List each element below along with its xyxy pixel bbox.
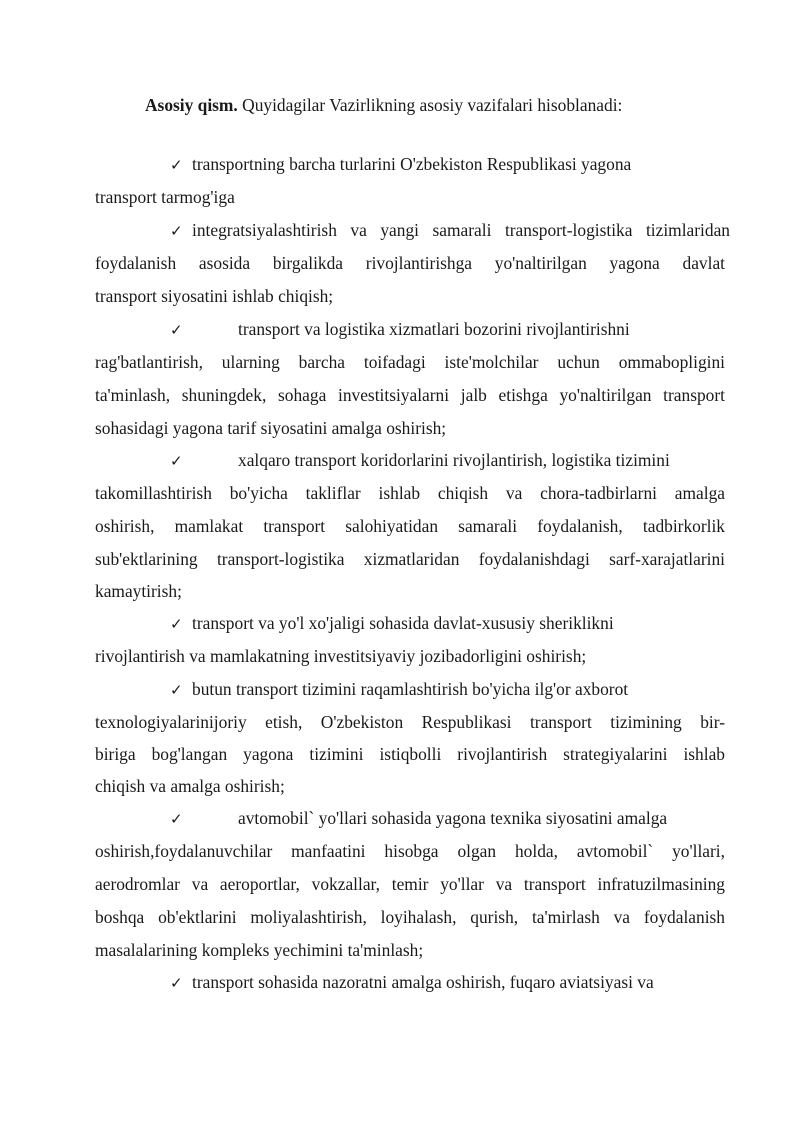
list-item-text: transport sohasida nazoratni amalga oshirish, fuqaro aviatsiyasi va: [192, 972, 654, 992]
list-item-text: chiqish va amalga oshirish;: [95, 776, 285, 796]
list-item-text: texnologiyalarinijoriy etish, O'zbekiston Respublikasi transport tizimining bir-: [95, 712, 725, 732]
list-item-text: transport siyosatini ishlab chiqish;: [95, 286, 334, 306]
list-item-text: sohasidagi yagona tarif siyosatini amalga oshirish;: [95, 418, 447, 438]
list-item-text: transport va yo'l xo'jaligi sohasida davlat-xususiy sheriklikni: [192, 613, 614, 633]
list-item-text: kamaytirish;: [95, 581, 182, 601]
list-item-text: sub'ektlarining transport-logistika xizmatlaridan foydalanishdagi sarf-xarajatlarini: [95, 549, 725, 569]
list-item-text: masalalarining kompleks yechimini ta'minlash;: [95, 940, 424, 960]
list-item-4: [170, 444, 730, 477]
list-item-8: [170, 966, 730, 999]
checkmark-icon: ✓: [170, 222, 183, 240]
list-item-1: [170, 148, 730, 181]
list-item-6: [170, 673, 730, 706]
checkmark-icon: ✓: [170, 321, 183, 339]
list-item-7: [170, 802, 730, 835]
list-item-5: [170, 607, 730, 640]
list-item-text: rivojlantirish va mamlakatning investitsiyaviy jozibadorligini oshirish;: [95, 646, 587, 666]
list-item-2: [170, 214, 730, 247]
checkmark-icon: ✓: [170, 452, 183, 470]
list-item-text: butun transport tizimini raqamlashtirish bo'yicha ilg'or axborot: [192, 679, 629, 699]
list-item-text: transport va logistika xizmatlari bozorini rivojlantirishni: [238, 319, 630, 339]
intro-paragraph: [145, 89, 745, 122]
list-item-text: xalqaro transport koridorlarini rivojlantirish, logistika tizimini: [238, 450, 670, 470]
list-item-text: avtomobil` yo'llari sohasida yagona texnika siyosatini amalga: [238, 808, 668, 828]
checkmark-icon: ✓: [170, 810, 183, 828]
list-item-text: integratsiyalashtirish va yangi samarali transport-logistika tizimlaridan: [192, 220, 730, 240]
list-item-text: oshirish, mamlakat transport salohiyatidan samarali foydalanish, tadbirkorlik: [95, 516, 725, 536]
list-item-text: transport tarmog'iga: [95, 187, 235, 207]
checkmark-icon: ✓: [170, 974, 183, 992]
checkmark-icon: ✓: [170, 615, 183, 633]
list-item-text: oshirish,foydalanuvchilar manfaatini hisobga olgan holda, avtomobil` yo'llari,: [95, 841, 725, 861]
list-item-text: ta'minlash, shuningdek, sohaga investitsiyalarni jalb etishga yo'naltirilgan transport: [95, 385, 725, 405]
list-item-text: biriga bog'langan yagona tizimini istiqbolli rivojlantirish strategiyalarini ishlab: [95, 744, 725, 764]
list-item-text: boshqa ob'ektlarini moliyalashtirish, loyihalash, qurish, ta'mirlash va foydalanish: [95, 907, 725, 927]
list-item-text: transportning barcha turlarini O'zbekiston Respublikasi yagona: [192, 154, 632, 174]
list-item-text: rag'batlantirish, ularning barcha toifadagi iste'molchilar uchun ommabopligini: [95, 352, 725, 372]
checkmark-icon: ✓: [170, 156, 183, 174]
checkmark-icon: ✓: [170, 681, 183, 699]
intro-text: Quyidagilar Vazirlikning asosiy vazifalari hisoblanadi:: [237, 95, 623, 115]
list-item-text: aerodromlar va aeroportlar, vokzallar, temir yo'llar va transport infratuzilmasining: [95, 874, 725, 894]
section-heading: Asosiy qism.: [145, 95, 238, 115]
list-item-text: takomillashtirish bo'yicha takliflar ishlab chiqish va chora-tadbirlarni amalga: [95, 483, 725, 503]
list-item-3: [170, 313, 730, 346]
list-item-text: foydalanish asosida birgalikda rivojlantirishga yo'naltirilgan yagona davlat: [95, 253, 725, 273]
